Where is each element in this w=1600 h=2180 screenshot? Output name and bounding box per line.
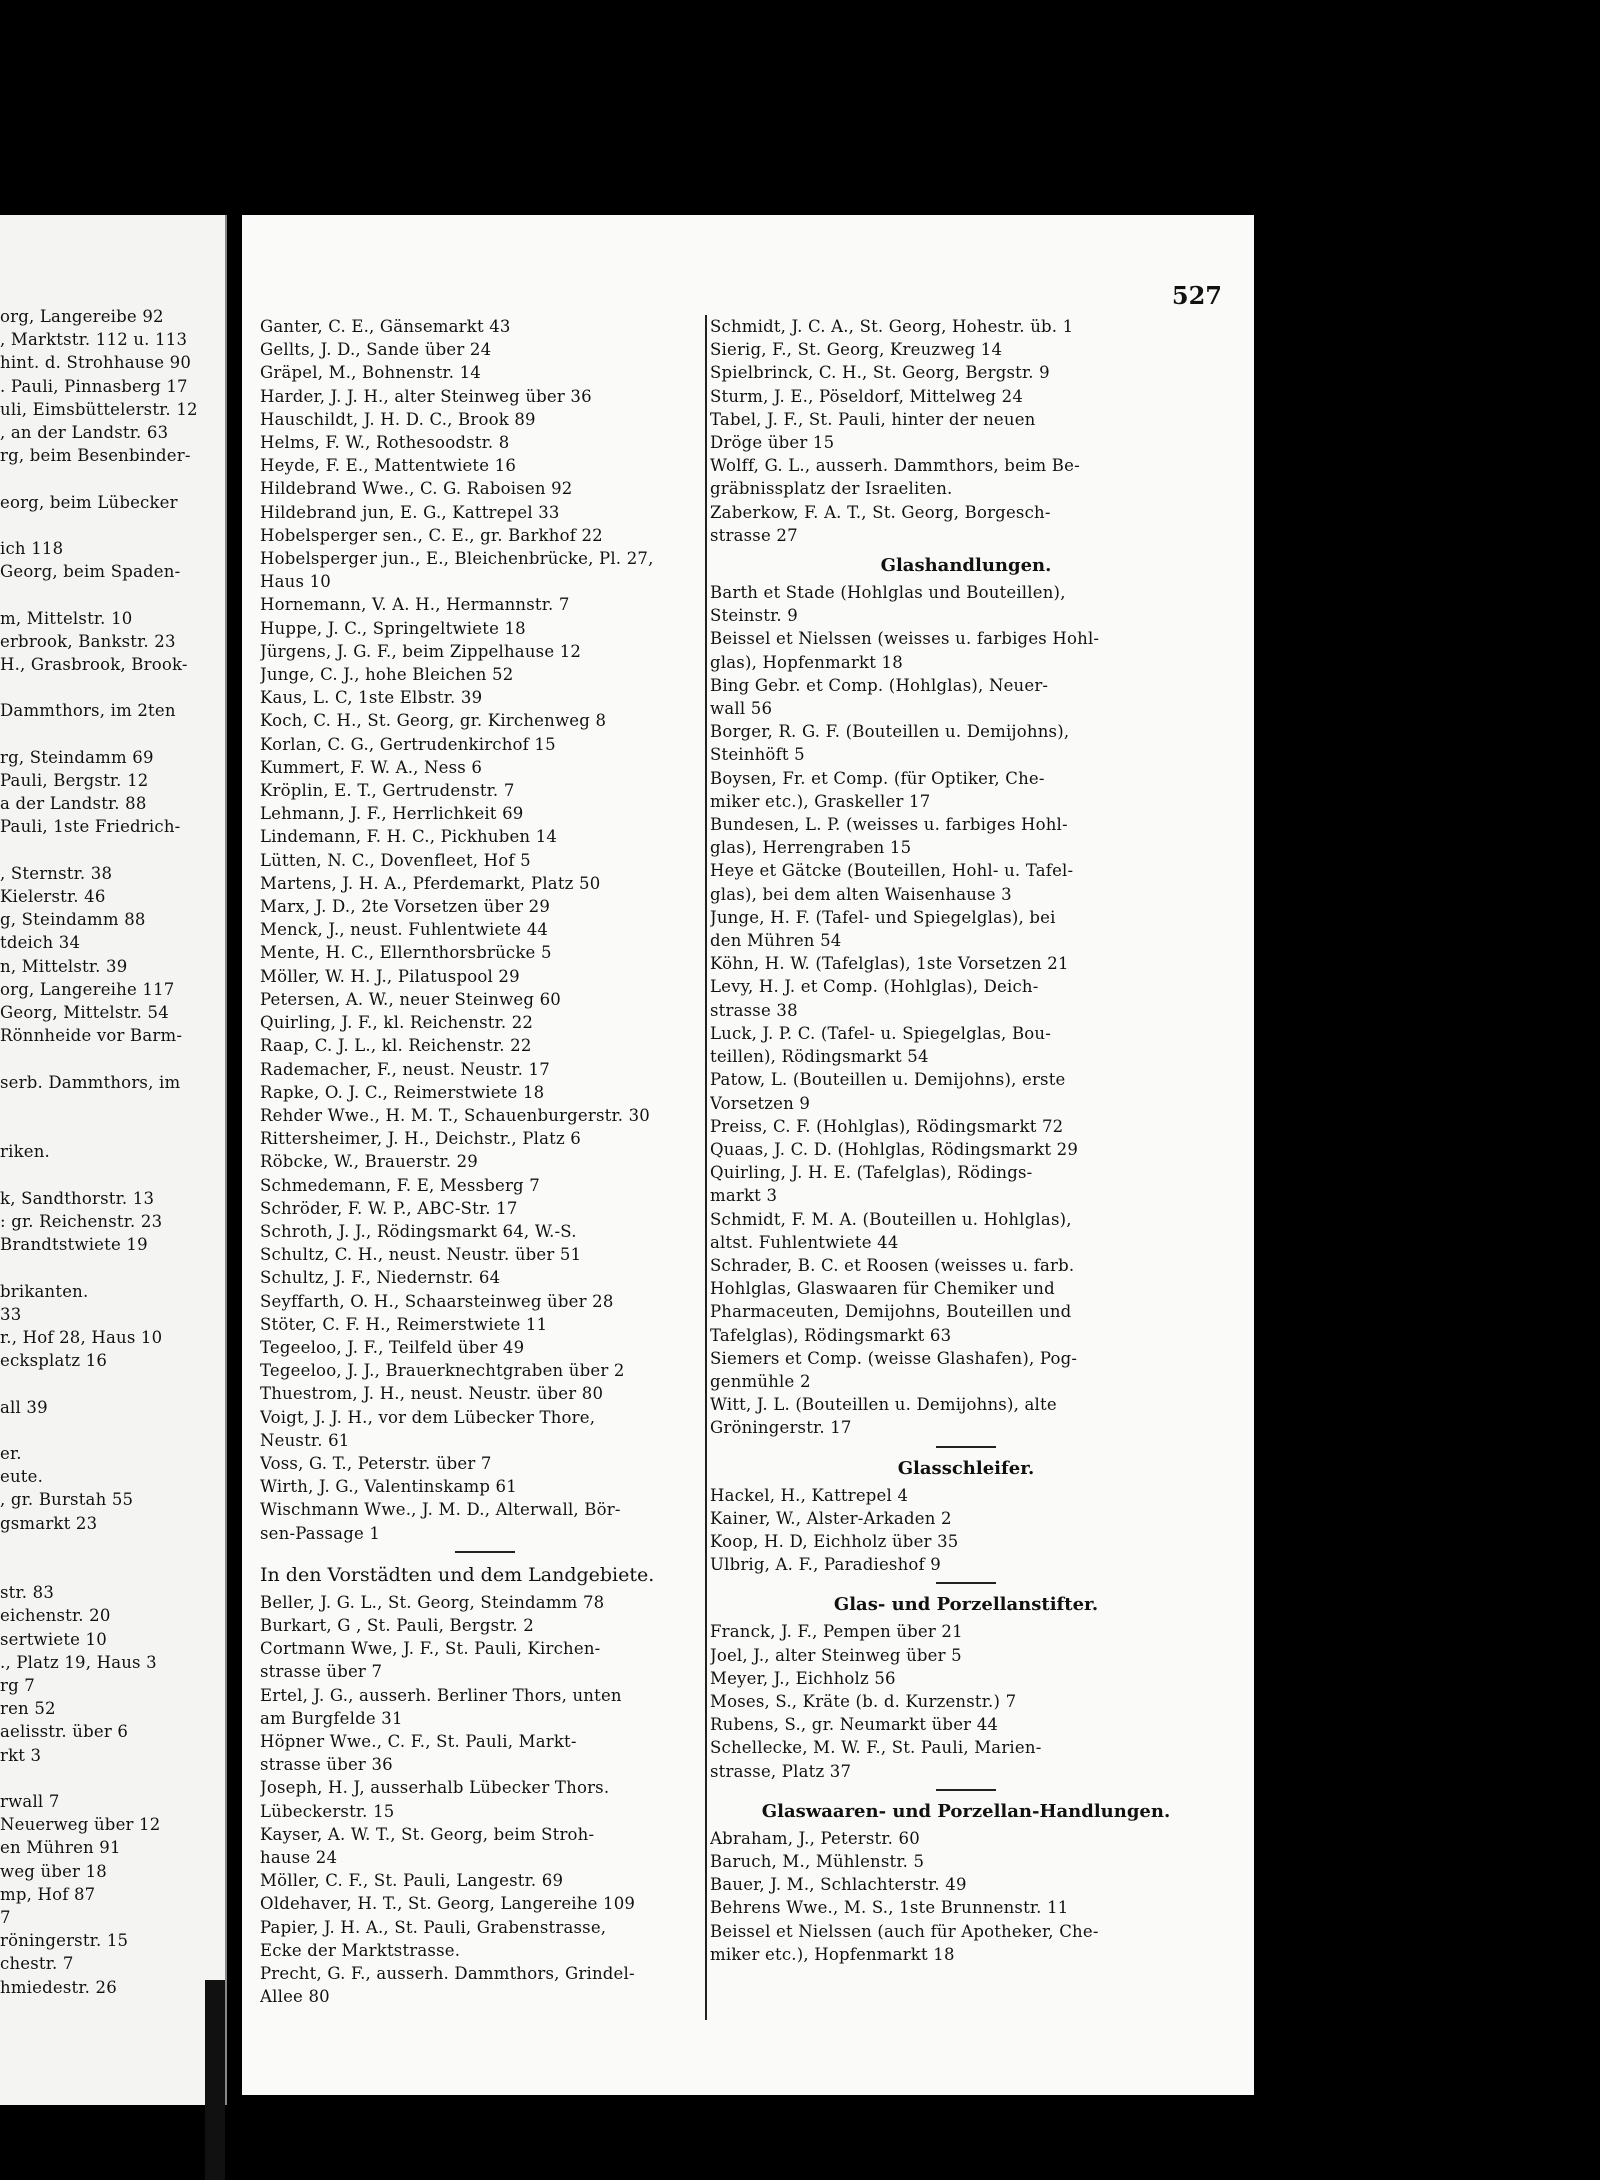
section-heading: Glas- und Porzellanstifter. [833, 1594, 1099, 1616]
entry-line: uli, Eimsbüttelerstr. 12 [0, 399, 198, 419]
entry-line: Quirling, J. F., kl. Reichenstr. 22 [260, 1013, 534, 1033]
entry-line: Schultz, J. F., Niedernstr. 64 [260, 1268, 501, 1288]
entry-line: Pharmaceuten, Demijohns, Bouteillen und [710, 1302, 1072, 1322]
entry-line: Neuerweg über 12 [0, 1815, 161, 1835]
entry-line: Gräpel, M., Bohnenstr. 14 [260, 363, 481, 383]
entry-line: Kummert, F. W. A., Ness 6 [260, 757, 483, 777]
entry-line: Quaas, J. C. D. (Hohlglas, Rödingsmarkt 29 [710, 1139, 1079, 1159]
entry-line: 7 [0, 1908, 11, 1928]
entry-line: Höpner Wwe., C. F., St. Pauli, Markt- [260, 1731, 577, 1751]
entry-line: Ulbrig, A. F., Paradieshof 9 [710, 1555, 941, 1575]
section-subheading: In den Vorstädten und dem Landgebiete. [260, 1563, 655, 1586]
entry-line: brikanten. [0, 1281, 89, 1301]
entry-line: Abraham, J., Peterstr. 60 [710, 1828, 920, 1848]
entry-line: Raap, C. J. L., kl. Reichenstr. 22 [260, 1036, 532, 1056]
entry-line: Siemers et Comp. (weisse Glashafen), Pog- [710, 1348, 1078, 1368]
entry-line: Schmidt, F. M. A. (Bouteillen u. Hohlglas), [710, 1209, 1072, 1229]
separator [936, 1789, 996, 1791]
entry-line: Jürgens, J. G. F., beim Zippelhause 12 [260, 641, 582, 661]
entry-line: Meyer, J., Eichholz 56 [710, 1668, 896, 1688]
entry-line: mp, Hof 87 [0, 1884, 96, 1904]
entry-line: rkt 3 [0, 1745, 42, 1765]
entry-line: hint. d. Strohhause 90 [0, 353, 192, 373]
entry-line: Hohlglas, Glaswaaren für Chemiker und [710, 1279, 1055, 1299]
entry-line: Schrader, B. C. et Roosen (weisses u. farb. [710, 1255, 1075, 1275]
entry-list [710, 315, 1222, 547]
entry-line: Burkart, G , St. Pauli, Bergstr. 2 [260, 1615, 534, 1635]
entry-line: Pauli, Bergstr. 12 [0, 771, 149, 791]
entry-line: ren 52 [0, 1699, 56, 1719]
entry-line: Tegeeloo, J. J., Brauerknechtgraben über 2 [260, 1361, 625, 1381]
entry-line: strasse über 36 [260, 1755, 393, 1775]
entry-line: Rehder Wwe., H. M. T., Schauenburgerstr. 30 [260, 1105, 651, 1125]
entry-line: weg über 18 [0, 1861, 107, 1881]
entry-line: Ganter, C. E., Gänsemarkt 43 [260, 317, 511, 336]
section-heading: Glashandlungen. [880, 555, 1052, 577]
entry-line [0, 1164, 200, 1187]
entry-line: chestr. 7 [0, 1954, 74, 1974]
entry-line: Spielbrinck, C. H., St. Georg, Bergstr. 9 [710, 363, 1050, 383]
entry-list [710, 581, 1222, 1440]
entry-line: , gr. Burstah 55 [0, 1490, 134, 1510]
entry-line: Marx, J. D., 2te Vorsetzen über 29 [260, 897, 551, 917]
entry-line: Preiss, C. F. (Hohlglas), Rödingsmarkt 72 [710, 1116, 1064, 1136]
entry-line: Möller, W. H. J., Pilatuspool 29 [260, 966, 520, 986]
entry-line: Allee 80 [260, 1987, 330, 2007]
entry-line: . Pauli, Pinnasberg 17 [0, 376, 188, 396]
entry-line: Möller, C. F., St. Pauli, Langestr. 69 [260, 1871, 564, 1891]
entry-line: Joseph, H. J, ausserhalb Lübecker Thors. [260, 1778, 610, 1798]
entry-line: eichenstr. 20 [0, 1606, 111, 1626]
entry-line: Schröder, F. W. P., ABC-Str. 17 [260, 1198, 518, 1218]
entry-line: Kainer, W., Alster-Arkaden 2 [710, 1508, 952, 1528]
entry-line: am Burgfelde 31 [260, 1708, 403, 1728]
entry-line: altst. Fuhlentwiete 44 [710, 1232, 899, 1252]
entry-line: Koch, C. H., St. Georg, gr. Kirchenweg 8 [260, 711, 607, 731]
entry-line: eute. [0, 1467, 44, 1487]
entry-line: Sturm, J. E., Pöseldorf, Mittelweg 24 [710, 386, 1024, 406]
entry-line: Cortmann Wwe, J. F., St. Pauli, Kirchen- [260, 1639, 601, 1659]
entry-line: Oldehaver, H. T., St. Georg, Langereihe 109 [260, 1894, 636, 1914]
entry-line: röningerstr. 15 [0, 1931, 129, 1951]
entry-line: aelisstr. über 6 [0, 1722, 129, 1742]
entry-line [0, 1767, 200, 1790]
entry-line: Moses, S., Kräte (b. d. Kurzenstr.) 7 [710, 1691, 1017, 1711]
entry-line: genmühle 2 [710, 1371, 811, 1391]
entry-line: Quirling, J. H. E. (Tafelglas), Rödings- [710, 1163, 1033, 1183]
entry-line: Junge, H. F. (Tafel- und Spiegelglas), bei [710, 907, 1056, 927]
entry-line: Sierig, F., St. Georg, Kreuzweg 14 [710, 340, 1003, 360]
entry-line: Beissel et Nielssen (auch für Apotheker, Che- [710, 1921, 1099, 1941]
entry-line: Tegeeloo, J. F., Teilfeld über 49 [260, 1337, 525, 1357]
entry-line: teillen), Rödingsmarkt 54 [710, 1047, 929, 1067]
entry-line [0, 583, 200, 606]
entry-line: k, Sandthorstr. 13 [0, 1188, 155, 1208]
entry-line: Lehmann, J. F., Herrlichkeit 69 [260, 804, 524, 824]
left-text-column [0, 305, 200, 1999]
entry-line [0, 1094, 200, 1117]
entry-line: Gellts, J. D., Sande über 24 [260, 340, 492, 360]
separator [455, 1551, 515, 1553]
entry-line: glas), Hopfenmarkt 18 [710, 652, 903, 672]
entry-line: Schmidt, J. C. A., St. Georg, Hohestr. üb. 1 [710, 317, 1074, 336]
entry-line: Vorsetzen 9 [710, 1093, 811, 1113]
entry-line: Lübeckerstr. 15 [260, 1801, 395, 1821]
entry-line: Thuestrom, J. H., neust. Neustr. über 80 [260, 1384, 604, 1404]
entry-line: Martens, J. H. A., Pferdemarkt, Platz 50 [260, 873, 601, 893]
entry-line [0, 1372, 200, 1395]
separator [936, 1446, 996, 1448]
entry-line: Beller, J. G. L., St. Georg, Steindamm 78 [260, 1592, 605, 1612]
entry-line: Menck, J., neust. Fuhlentwiete 44 [260, 920, 549, 940]
entry-line: hause 24 [260, 1848, 338, 1867]
entry-line: strasse über 7 [260, 1662, 383, 1682]
entry-line: Ecke der Marktstrasse. [260, 1940, 461, 1960]
entry-line: rg 7 [0, 1675, 35, 1695]
entry-line: Lindemann, F. H. C., Pickhuben 14 [260, 827, 558, 847]
entry-line: rg, beim Besenbinder- [0, 446, 191, 466]
entry-line: str. 83 [0, 1583, 55, 1603]
entry-line: strasse 27 [710, 525, 798, 545]
entry-list [260, 315, 710, 1545]
entry-line: Hildebrand Wwe., C. G. Raboisen 92 [260, 479, 573, 499]
entry-line [0, 839, 200, 862]
section-heading: Glasschleifer. [897, 1457, 1035, 1479]
entry-line: r., Hof 28, Haus 10 [0, 1327, 163, 1347]
entry-line: Korlan, C. G., Gertrudenkirchof 15 [260, 734, 556, 754]
entry-line: Hildebrand jun, E. G., Kattrepel 33 [260, 502, 560, 522]
entry-line: ., Platz 19, Haus 3 [0, 1652, 157, 1672]
entry-line: Stöter, C. F. H., Reimerstwiete 11 [260, 1314, 548, 1334]
entry-line: Joel, J., alter Steinweg über 5 [710, 1645, 962, 1665]
entry-line: Kayser, A. W. T., St. Georg, beim Stroh- [260, 1824, 595, 1844]
entry-line: miker etc.), Graskeller 17 [710, 791, 931, 811]
entry-line: Schroth, J. J., Rödingsmarkt 64, W.-S. [260, 1221, 577, 1241]
entry-line: Papier, J. H. A., St. Pauli, Grabenstrasse, [260, 1917, 607, 1937]
entry-line [0, 1558, 200, 1581]
entry-line: glas), bei dem alten Waisenhause 3 [710, 884, 1012, 904]
entry-line: org, Langereihe 117 [0, 979, 175, 999]
entry-line: Georg, Mittelstr. 54 [0, 1003, 169, 1023]
entry-line: sen-Passage 1 [260, 1523, 381, 1543]
entry-line: org, Langereibe 92 [0, 307, 164, 326]
entry-line: : gr. Reichenstr. 23 [0, 1211, 163, 1231]
entry-line: glas), Herrengraben 15 [710, 838, 912, 858]
section-heading: Glaswaaren- und Porzellan-Handlungen. [761, 1800, 1171, 1822]
entry-line [0, 467, 200, 490]
entry-line: rwall 7 [0, 1792, 60, 1811]
entry-line: Rubens, S., gr. Neumarkt über 44 [710, 1715, 999, 1735]
entry-line: Steinstr. 9 [710, 606, 798, 626]
entry-line: Voss, G. T., Peterstr. über 7 [260, 1453, 492, 1473]
entry-line: miker etc.), Hopfenmarkt 18 [710, 1944, 955, 1964]
entry-line [0, 1419, 200, 1442]
entry-line: Lütten, N. C., Dovenfleet, Hof 5 [260, 850, 531, 870]
entry-line: wall 56 [710, 699, 773, 719]
entry-line: Bing Gebr. et Comp. (Hohlglas), Neuer- [710, 675, 1049, 695]
entry-line: Barth et Stade (Hohlglas und Bouteillen), [710, 583, 1066, 603]
entry-line: Kröplin, E. T., Gertrudenstr. 7 [260, 781, 515, 801]
entry-line: Rapke, O. J. C., Reimerstwiete 18 [260, 1082, 545, 1102]
entry-line: Harder, J. J. H., alter Steinweg über 36 [260, 386, 592, 406]
entry-line: Witt, J. L. (Bouteillen u. Demijohns), alte [710, 1395, 1057, 1415]
entry-line: Helms, F. W., Rothesoodstr. 8 [260, 433, 510, 453]
entry-line: 33 [0, 1304, 22, 1324]
entry-line: a der Landstr. 88 [0, 794, 147, 814]
entry-line: Gröningerstr. 17 [710, 1418, 852, 1438]
entry-line: Mente, H. C., Ellernthorsbrücke 5 [260, 943, 552, 963]
entry-line [0, 1117, 200, 1140]
entry-line: markt 3 [710, 1186, 778, 1206]
entry-line: Hornemann, V. A. H., Hermannstr. 7 [260, 595, 570, 615]
entry-line: rg, Steindamm 69 [0, 747, 154, 767]
entry-line: Bundesen, L. P. (weisses u. farbiges Hohl- [710, 815, 1068, 835]
entry-line: Heyde, F. E., Mattentwiete 16 [260, 456, 517, 476]
entry-line: g, Steindamm 88 [0, 910, 146, 930]
entry-line: Borger, R. G. F. (Bouteillen u. Demijohns), [710, 722, 1070, 742]
entry-line: Levy, H. J. et Comp. (Hohlglas), Deich- [710, 977, 1039, 997]
entry-line: Schellecke, M. W. F., St. Pauli, Marien- [710, 1738, 1042, 1758]
entry-line: Haus 10 [260, 572, 331, 592]
entry-line: hmiedestr. 26 [0, 1977, 117, 1997]
column-right [710, 315, 1222, 1966]
entry-line: Beissel et Nielssen (weisses u. farbiges Hohl- [710, 629, 1100, 649]
entry-line: m, Mittelstr. 10 [0, 608, 133, 628]
entry-line: gräbnissplatz der Israeliten. [710, 479, 953, 499]
separator [936, 1582, 996, 1584]
entry-line: Rittersheimer, J. H., Deichstr., Platz 6 [260, 1129, 582, 1149]
entry-line [0, 1535, 200, 1558]
entry-line: en Mühren 91 [0, 1838, 121, 1858]
entry-line [0, 1256, 200, 1279]
entry-line: Voigt, J. J. H., vor dem Lübecker Thore, [260, 1407, 596, 1427]
entry-line: Patow, L. (Bouteillen u. Demijohns), erste [710, 1070, 1066, 1090]
entry-line: , Marktstr. 112 u. 113 [0, 330, 188, 350]
entry-line [0, 1048, 200, 1071]
entry-line: Wirth, J. G., Valentinskamp 61 [260, 1477, 517, 1497]
entry-list [710, 1620, 1222, 1782]
entry-line: Junge, C. J., hohe Bleichen 52 [260, 665, 514, 685]
entry-line: Heye et Gätcke (Bouteillen, Hohl- u. Tafel- [710, 861, 1074, 881]
entry-line: Rönnheide vor Barm- [0, 1026, 183, 1046]
entry-line: Hobelsperger sen., C. E., gr. Barkhof 22 [260, 525, 603, 545]
entry-line: tdeich 34 [0, 933, 81, 953]
entry-line: Ertel, J. G., ausserh. Berliner Thors, unten [260, 1685, 622, 1705]
entry-line [0, 514, 200, 537]
entry-line: Boysen, Fr. et Comp. (für Optiker, Che- [710, 768, 1045, 788]
entry-line: Tafelglas), Rödingsmarkt 63 [710, 1325, 952, 1345]
entry-line: Dammthors, im 2ten [0, 701, 176, 721]
page-number: 527 [1171, 281, 1222, 310]
entry-line: Precht, G. F., ausserh. Dammthors, Grindel- [260, 1964, 635, 1984]
right-page [242, 215, 1254, 2095]
entry-line: Hobelsperger jun., E., Bleichenbrücke, Pl. 27, [260, 549, 654, 569]
entry-line: n, Mittelstr. 39 [0, 956, 128, 976]
entry-line: Steinhöft 5 [710, 745, 805, 765]
entry-line: Brandtstwiete 19 [0, 1235, 148, 1255]
entry-line: eorg, beim Lübecker [0, 492, 178, 512]
entry-line: gsmarkt 23 [0, 1513, 98, 1533]
entry-line: erbrook, Bankstr. 23 [0, 631, 176, 651]
entry-line: Neustr. 61 [260, 1430, 350, 1450]
entry-list [710, 1484, 1222, 1577]
entry-line: sertwiete 10 [0, 1629, 107, 1649]
entry-line: Schmedemann, F. E, Messberg 7 [260, 1175, 540, 1195]
entry-line: riken. [0, 1142, 50, 1162]
entry-line: serb. Dammthors, im [0, 1072, 181, 1092]
entry-line: H., Grasbrook, Brook- [0, 655, 188, 675]
entry-line: Kielerstr. 46 [0, 887, 106, 907]
entry-list [260, 1591, 710, 2009]
entry-line: Röbcke, W., Brauerstr. 29 [260, 1152, 479, 1172]
entry-line [0, 723, 200, 746]
entry-line: Tabel, J. F., St. Pauli, hinter der neuen [710, 409, 1036, 429]
entry-line: Köhn, H. W. (Tafelglas), 1ste Vorsetzen 21 [710, 954, 1069, 974]
entry-line: all 39 [0, 1397, 48, 1417]
entry-line: Dröge über 15 [710, 433, 835, 453]
entry-line: , an der Landstr. 63 [0, 423, 169, 443]
entry-line: Pauli, 1ste Friedrich- [0, 817, 181, 837]
entry-line: Bauer, J. M., Schlachterstr. 49 [710, 1875, 967, 1895]
entry-line: Kaus, L. C, 1ste Elbstr. 39 [260, 688, 483, 708]
entry-line: Petersen, A. W., neuer Steinweg 60 [260, 989, 561, 1009]
entry-line: strasse, Platz 37 [710, 1761, 852, 1781]
entry-line [0, 676, 200, 699]
entry-line: Luck, J. P. C. (Tafel- u. Spiegelglas, Bou- [710, 1023, 1052, 1043]
entry-line: Baruch, M., Mühlenstr. 5 [710, 1851, 925, 1871]
entry-line: Seyffarth, O. H., Schaarsteinweg über 28 [260, 1291, 614, 1311]
entry-line: Hauschildt, J. H. D. C., Brook 89 [260, 409, 536, 429]
entry-line: Koop, H. D, Eichholz über 35 [710, 1531, 959, 1551]
entry-line: Georg, beim Spaden- [0, 562, 181, 582]
entry-line: Franck, J. F., Pempen über 21 [710, 1622, 963, 1642]
entry-line: ich 118 [0, 539, 64, 559]
book-binding [205, 1980, 225, 2180]
entry-line: er. [0, 1443, 22, 1463]
entry-line: Hackel, H., Kattrepel 4 [710, 1485, 909, 1505]
column-left [260, 315, 710, 2008]
entry-line: Schultz, C. H., neust. Neustr. über 51 [260, 1245, 582, 1265]
left-page-fragment [0, 215, 227, 2105]
entry-line: den Mühren 54 [710, 931, 842, 951]
entry-line: Zaberkow, F. A. T., St. Georg, Borgesch- [710, 502, 1051, 522]
entry-line: strasse 38 [710, 1000, 798, 1020]
entry-line: Behrens Wwe., M. S., 1ste Brunnenstr. 11 [710, 1898, 1069, 1918]
entry-line: Wischmann Wwe., J. M. D., Alterwall, Bör- [260, 1500, 621, 1520]
entry-line: Huppe, J. C., Springeltwiete 18 [260, 618, 526, 638]
entry-line: Wolff, G. L., ausserh. Dammthors, beim Be- [710, 456, 1080, 476]
entry-line: ecksplatz 16 [0, 1351, 108, 1371]
entry-list [710, 1827, 1222, 1966]
entry-line: Rademacher, F., neust. Neustr. 17 [260, 1059, 550, 1079]
entry-line: , Sternstr. 38 [0, 863, 113, 883]
